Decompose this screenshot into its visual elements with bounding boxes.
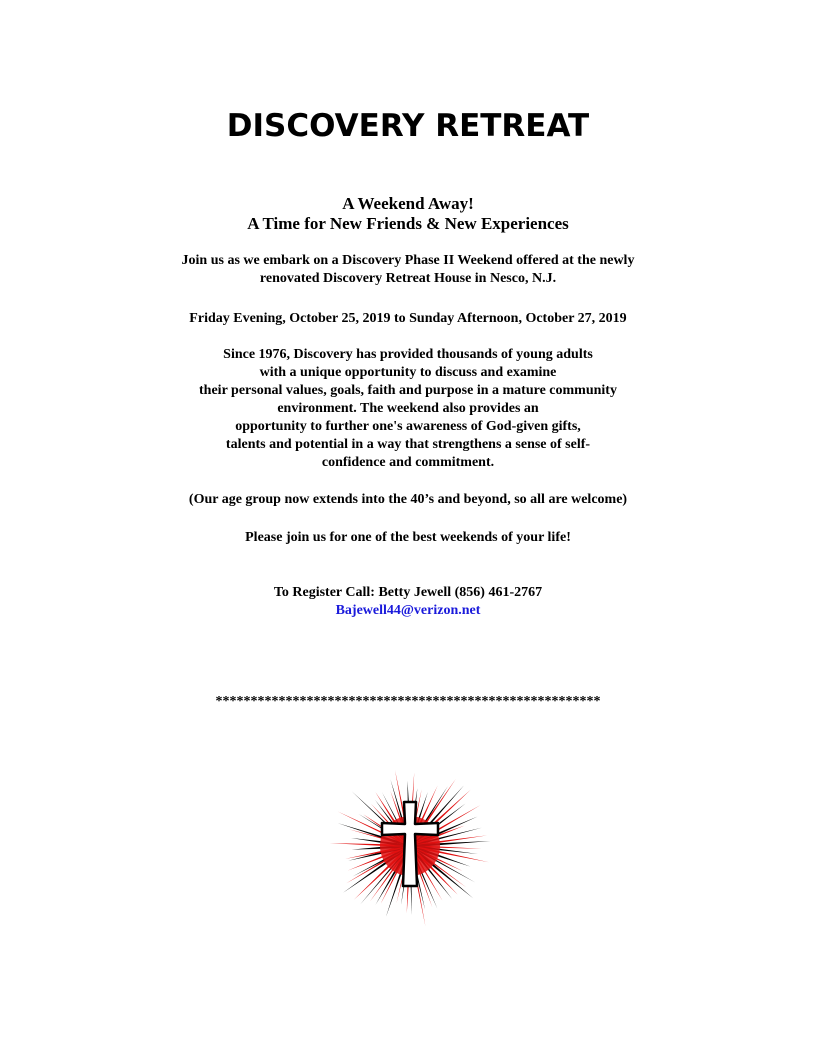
registration-info: [60, 584, 756, 620]
history-line-3: their personal values, goals, faith and purpose in a mature community: [199, 383, 617, 398]
register-email-link[interactable]: Bajewell44@verizon.net: [335, 603, 481, 618]
page-title: DISCOVERY RETREAT: [226, 108, 590, 144]
register-phone-line: To Register Call: Betty Jewell (856) 461-2767: [273, 585, 543, 600]
history-line-5: opportunity to further one's awareness of God-given gifts,: [235, 419, 581, 434]
history-line-2: with a unique opportunity to discuss and examine: [259, 365, 557, 380]
age-note: (Our age group now extends into the 40’s and beyond, so all are welcome): [188, 492, 628, 507]
invite-line-2: renovated Discovery Retreat House in Nesco, N.J.: [259, 271, 557, 286]
history-line-1: Since 1976, Discovery has provided thousands of young adults: [223, 347, 593, 362]
history-line-6: talents and potential in a way that strengthens a sense of self-: [225, 437, 591, 452]
subtitle: [60, 194, 756, 234]
history-line-7: confidence and commitment.: [321, 455, 495, 470]
invite-paragraph: [60, 252, 756, 288]
asterisk-divider: *******************************************************: [215, 694, 601, 709]
subtitle-line-1: A Weekend Away!: [342, 194, 474, 213]
join-invitation: Please join us for one of the best weekends of your life!: [245, 530, 571, 545]
subtitle-line-2: A Time for New Friends & New Experiences: [247, 214, 569, 233]
cross-starburst-icon: [326, 762, 494, 930]
history-line-4: environment. The weekend also provides an: [277, 401, 539, 416]
history-paragraph: [60, 346, 756, 472]
event-dates: Friday Evening, October 25, 2019 to Sunday Afternoon, October 27, 2019: [189, 311, 627, 326]
invite-line-1: Join us as we embark on a Discovery Phase II Weekend offered at the newly: [181, 253, 635, 268]
